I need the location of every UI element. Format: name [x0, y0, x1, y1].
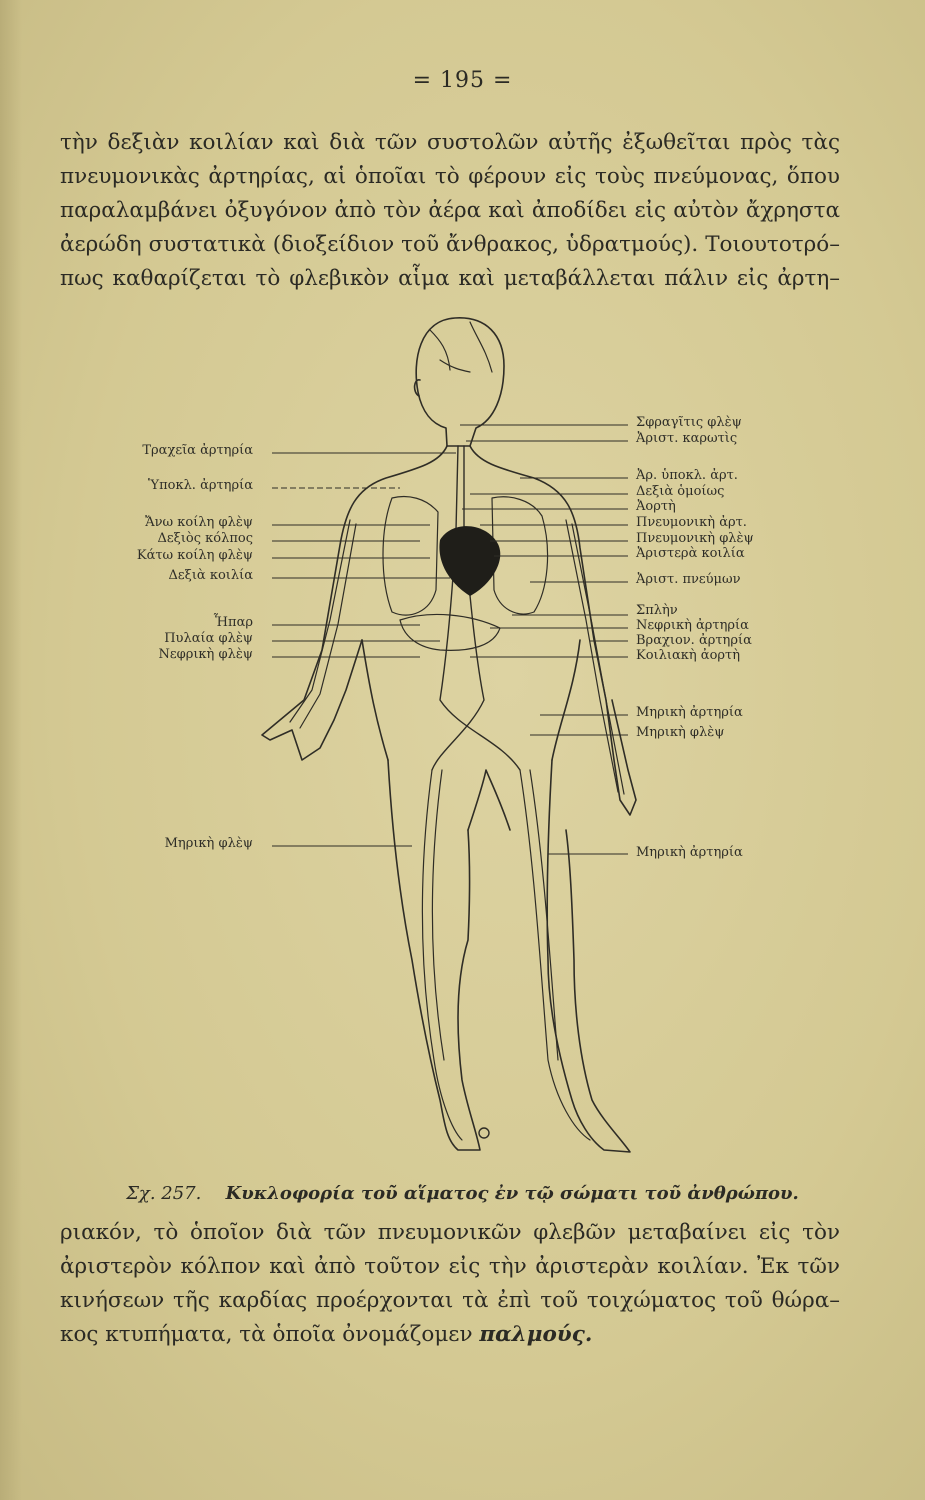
- text-line: ριακόν, τὸ ὁποῖον διὰ τῶν πνευμονικῶν φλεβῶν μεταβαίνει εἰς τὸν: [60, 1220, 840, 1245]
- label-right: Ἀριστερὰ κοιλία: [636, 546, 745, 561]
- label-left: Δεξιὰ κοιλία: [168, 568, 253, 583]
- label-left: Ἄνω κοίλη φλὲψ: [145, 515, 253, 530]
- label-right: Σπλὴν: [636, 603, 678, 618]
- text-line: κινήσεων τῆς καρδίας προέρχονται τὰ ἐπὶ τοῦ τοιχώματος τοῦ θώρα–: [60, 1288, 840, 1313]
- label-left: Δεξιὸς κόλπος: [157, 531, 253, 546]
- heart-shape: [439, 526, 500, 596]
- figure-caption-text: Κυκλοφορία τοῦ αἵματος ἐν τῷ σώματι τοῦ ἀνθρώπου.: [225, 1183, 799, 1204]
- text-line: ἀερώδη συστατικὰ (διοξείδιον τοῦ ἄνθρακος, ὑδρατμούς). Τοιουτοτρό–: [60, 232, 840, 257]
- label-right: Ἀριστ. πνεύμων: [636, 572, 741, 587]
- label-right: Μηρικὴ φλὲψ: [636, 725, 725, 740]
- label-left: Μηρικὴ φλὲψ: [164, 836, 253, 851]
- text-line: κος κτυπήματα, τὰ ὁποῖα ὀνομάζομεν: [60, 1322, 473, 1347]
- label-right: Ἀορτὴ: [636, 499, 676, 514]
- label-right: Κοιλιακὴ ἀορτὴ: [636, 648, 741, 663]
- paragraph-bottom: [60, 1216, 840, 1352]
- figure-number: Σχ. 257.: [126, 1183, 202, 1204]
- text-line: πως καθαρίζεται τὸ φλεβικὸν αἷμα καὶ μεταβάλλεται πάλιν εἰς ἀρτη–: [60, 266, 840, 291]
- label-left: Πυλαία φλὲψ: [164, 631, 253, 646]
- label-right: Δεξιὰ ὁμοίως: [636, 484, 725, 499]
- page-number: = 195 =: [412, 68, 513, 93]
- text-line: παραλαμβάνει ὀξυγόνον ἀπὸ τὸν ἀέρα καὶ ἀποδίδει εἰς αὐτὸν ἄχρηστα: [60, 198, 840, 223]
- label-right: Ἀριστ. καρωτὶς: [636, 431, 738, 446]
- text-line: πνευμονικὰς ἀρτηρίας, αἱ ὁποῖαι τὸ φέρουν εἰς τοὺς πνεύμονας, ὅπου: [60, 164, 840, 189]
- label-right: Πνευμονικὴ φλὲψ: [636, 531, 754, 546]
- label-right: Σφραγῖτις φλὲψ: [636, 415, 742, 430]
- label-left: Κάτω κοίλη φλὲψ: [136, 548, 253, 563]
- label-left: Ἧπαρ: [213, 615, 253, 630]
- label-right: Ἀρ. ὑποκλ. ἀρτ.: [636, 468, 738, 483]
- figure-caption: [0, 1183, 925, 1204]
- emphasis-word: παλμούς.: [479, 1322, 593, 1347]
- label-right: Πνευμονικὴ ἀρτ.: [636, 515, 747, 530]
- label-right: Βραχιον. ἀρτηρία: [636, 633, 752, 648]
- label-left: Νεφρικὴ φλὲψ: [158, 647, 253, 662]
- label-right: Μηρικὴ ἀρτηρία: [636, 845, 743, 860]
- text-line: τὴν δεξιὰν κοιλίαν καὶ διὰ τῶν συστολῶν αὐτῆς ἐξωθεῖται πρὸς τὰς: [60, 130, 840, 155]
- text-line-last: [60, 1318, 840, 1352]
- label-right: Μηρικὴ ἀρτηρία: [636, 705, 743, 720]
- label-left: Ὑποκλ. ἀρτηρία: [148, 478, 253, 493]
- label-left: Τραχεῖα ἀρτηρία: [142, 443, 253, 458]
- text-line: ἀριστερὸν κόλπον καὶ ἀπὸ τοῦτον εἰς τὴν ἀριστερὰν κοιλίαν. Ἐκ τῶν: [60, 1254, 840, 1279]
- label-right: Νεφρικὴ ἀρτηρία: [636, 618, 749, 633]
